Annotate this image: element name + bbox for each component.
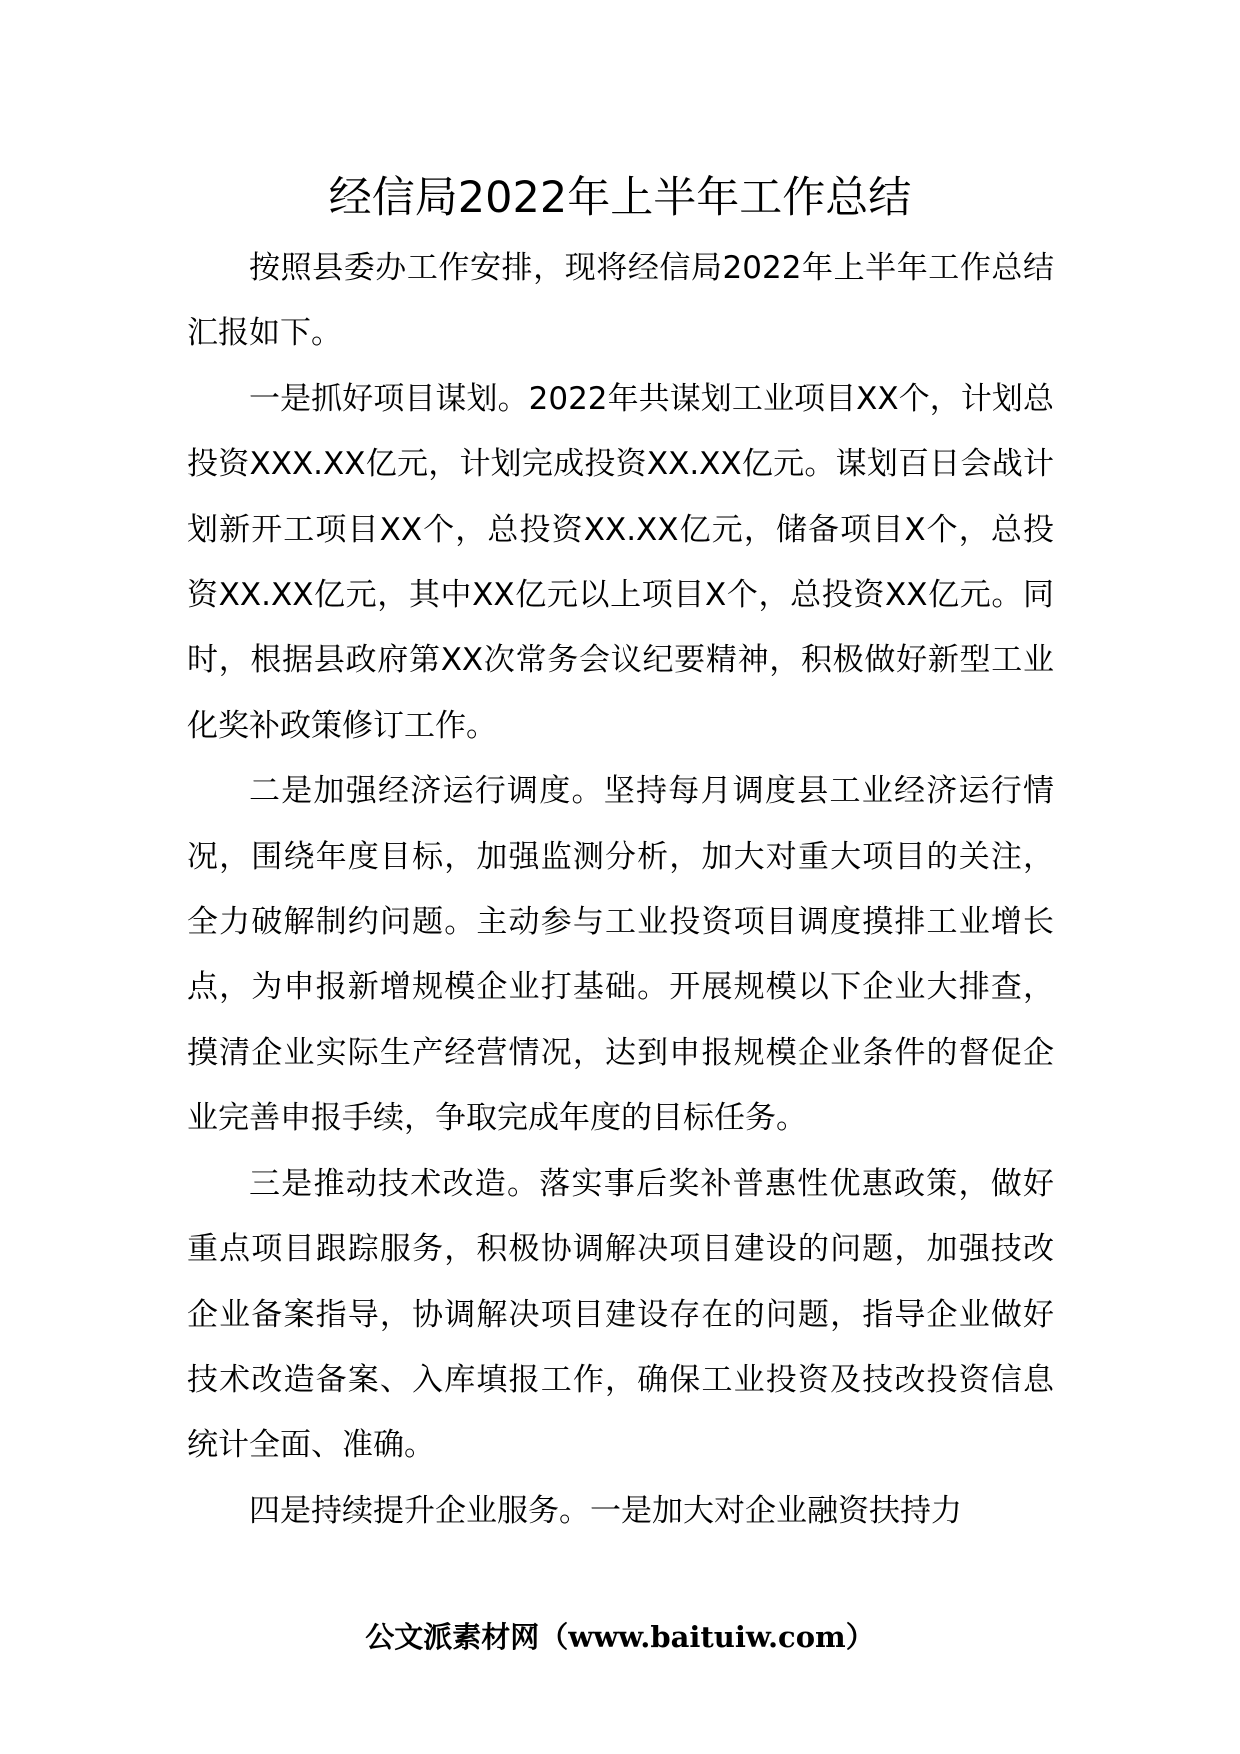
paragraph-economic-operation: 二是加强经济运行调度。坚持每月调度县工业经济运行情况，围绕年度目标，加强监测分析，加大对重大项目的关注，全力破解制约问题。主动参与工业投资项目调度摸排工业增长点，为申报新增规模企业打基础。开展规模以下企业大排查，摸清企业实际生产经营情况，达到申报规模企业条件的督促企业完善申报手续，争取完成年度的目标任务。 — [187, 773, 1054, 1137]
paragraph-technical-transformation: 三是推动技术改造。落实事后奖补普惠性优惠政策，做好重点项目跟踪服务，积极协调解决项目建设的问题，加强技改企业备案指导，协调解决项目建设存在的问题，指导企业做好技术改造备案、入库填报工作，确保工业投资及技改投资信息统计全面、准确。 — [187, 1165, 1054, 1464]
paragraph-project-planning: 一是抓好项目谋划。2022年共谋划工业项目XX个，计划总投资XXX.XX亿元，计划完成投资XX.XX亿元。谋划百日会战计划新开工项目XX个，总投资XX.XX亿元，储备项目X个，总投资XX.XX亿元，其中XX亿元以上项目X个，总投资XX亿元。同时，根据县政府第XX次常务会议纪要精神，积极做好新型工业化奖补政策修订工作。 — [187, 380, 1054, 744]
document-title: 经信局2022年上半年工作总结 — [328, 173, 912, 223]
document-body — [187, 236, 1054, 1544]
paragraph-intro: 按照县委办工作安排，现将经信局2022年上半年工作总结汇报如下。 — [187, 250, 1054, 352]
footer-watermark-text: 公文派素材网（www.baituiw.com） — [365, 1620, 875, 1654]
paragraph-enterprise-service: 四是持续提升企业服务。一是加大对企业融资扶持力 — [249, 1492, 962, 1529]
